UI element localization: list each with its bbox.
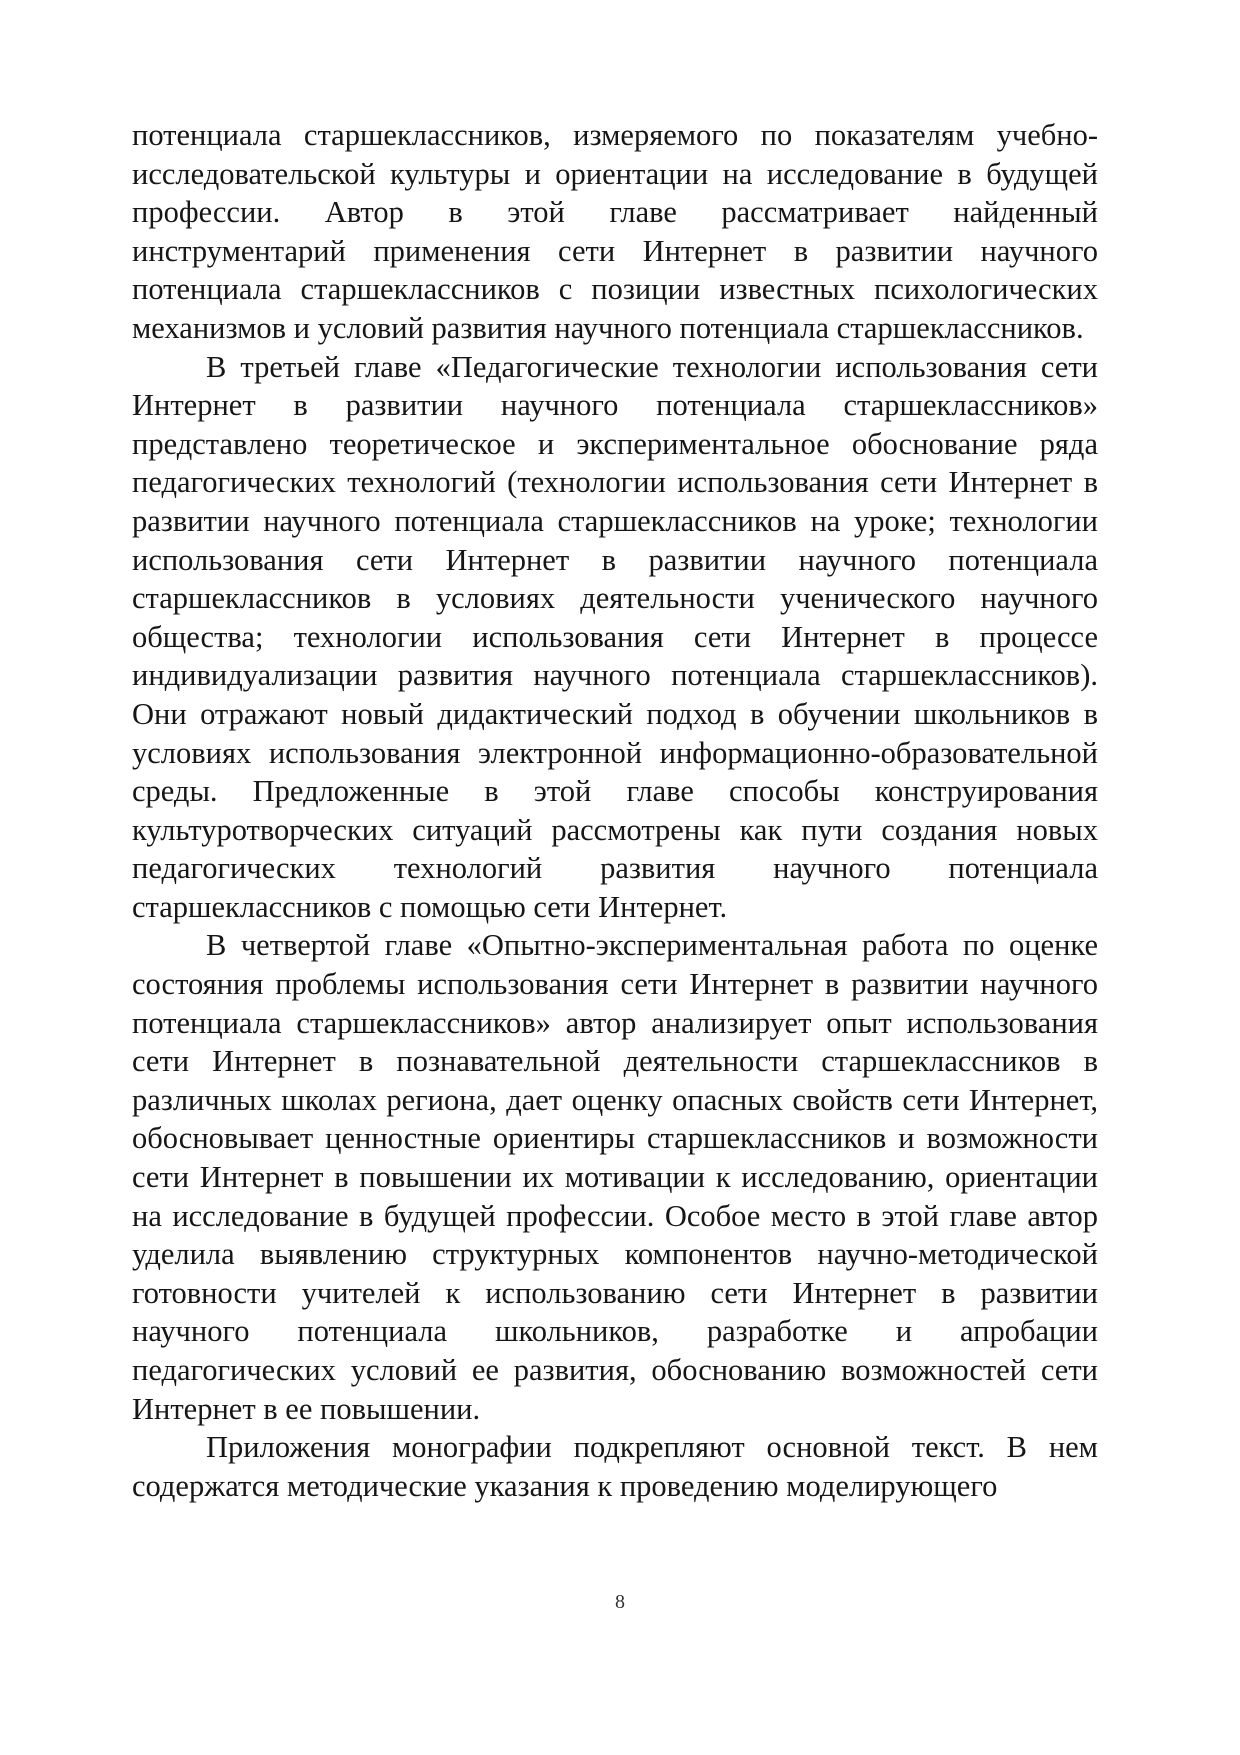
page-number: 8: [615, 1591, 625, 1613]
paragraph-chapter-three: В третьей главе «Педагогические технологии использования сети Интернет в развитии научного потенциала старшеклассников» представлено теоретическое и экспериментальное обоснование ряда педагогических технологий (технологии использования сети Интернет в развитии научного потенциала старшеклассников на уроке; технологии использования сети Интернет в развитии научного потенциала старшеклассников в условиях деятельности ученического научного общества; технологии использования сети Интернет в процессе индивидуализации развития научного потенциала старшеклассников). Они отражают новый дидактический подход в обучении школьников в условиях использования электронной информационно-образовательной среды. Предложенные в этой главе способы конструирования культуротворческих ситуаций рассмотрены как пути создания новых педагогических технологий развития научного потенциала старшеклассников с помощью сети Интернет.: [132, 349, 1098, 924]
paragraph-appendices: Приложения монографии подкрепляют основной текст. В нем содержатся методические указания к проведению моделирующего: [132, 1430, 1098, 1503]
paragraph-chapter-four: В четвертой главе «Опытно-экспериментальная работа по оценке состояния проблемы использования сети Интернет в развитии научного потенциала старшеклассников» автор анализирует опыт использования сети Интернет в познавательной деятельности старшеклассников в различных школах региона, дает оценку опасных свойств сети Интернет, обосновывает ценностные ориентиры старшеклассников и возможности сети Интернет в повышении их мотивации к исследованию, ориентации на исследование в будущей профессии. Особое место в этой главе автор уделила выявлению структурных компонентов научно-методической готовности учителей к использованию сети Интернет в развитии научного потенциала школьников, разработке и апробации педагогических условий ее развития, обоснованию возможностей сети Интернет в ее повышении.: [132, 928, 1098, 1426]
body-text: [132, 116, 1098, 1505]
paragraph-continuation: потенциала старшеклассников, измеряемого по показателям учебно-исследовательской культуры и ориентации на исследование в будущей профессии. Автор в этой главе рассматривает найденный инструментарий применения сети Интернет в развитии научного потенциала старшеклассников с позиции известных психологических механизмов и условий развития научного потенциала старшеклассников.: [132, 118, 1098, 345]
